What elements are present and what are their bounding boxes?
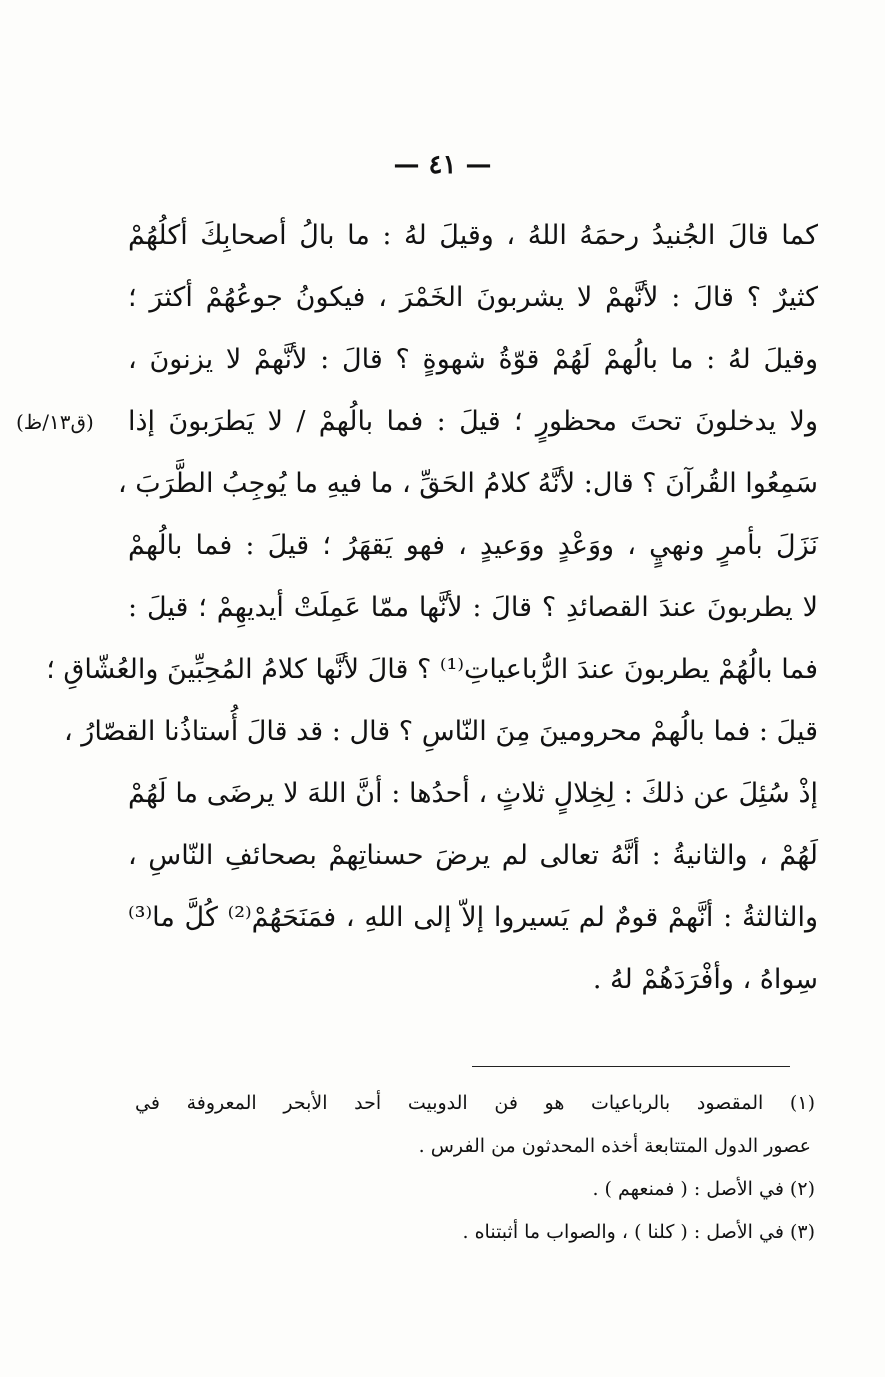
text-line: نَزَلَ بأمرٍ ونهيٍ ، ووَعْدٍ ووَعيدٍ ، فهو يَقهَرُ ؛ قيلَ : فما بالُهمْ [128,530,818,561]
text-line: قيلَ : فما بالُهمْ محرومينَ مِنَ النّاسِ ؟ قال : قد قالَ أُستاذُنا القصّارُ ، [64,716,818,747]
footnote-separator [472,1066,790,1067]
margin-folio-note: (ق١٣/ظ) [16,410,94,434]
text-line: كما قالَ الجُنيدُ رحمَهُ اللهُ ، وقيلَ لهُ : ما بالُ أصحابِكَ أكلُهُمْ [128,220,818,251]
footnote-3: (٣) في الأصل : ( كلنا ) ، والصواب ما أثبتناه . [462,1221,815,1243]
footnote-1: (١) المقصود بالرباعيات هو فن الدوبيت أحد الأبحر المعروفة في [135,1092,815,1114]
text-line: إذْ سُئِلَ عن ذلكَ : لِخِلالٍ ثلاثٍ ، أحدُها : أنَّ اللهَ لا يرضَى ما لَهُمْ [128,778,818,809]
text-line: وقيلَ لهُ : ما بالُهمْ لَهُمْ قوّةُ شهوةٍ ؟ قالَ : لأنَّهمْ لا يزنونَ ، [128,344,818,375]
text-line: والثالثةُ : أنَّهمْ قومٌ لم يَسيروا إلاّ إلى اللهِ ، فمَنَحَهُمْ⁽²⁾ كُلَّ ما⁽³⁾ [128,902,818,933]
text-line: ولا يدخلونَ تحتَ محظورٍ ؛ قيلَ : فما بالُهمْ / لا يَطرَبونَ إذا [128,406,818,437]
text-line: كثيرٌ ؟ قالَ : لأنَّهمْ لا يشربونَ الخَمْرَ ، فيكونُ جوعُهُمْ أكثرَ ؛ [128,282,818,313]
footnote-1-continued: عصور الدول المتتابعة أخذه المحدثون من الفرس . [418,1135,811,1157]
text-line: سَمِعُوا القُرآنَ ؟ قال: لأنَّهُ كلامُ الحَقِّ ، ما فيهِ ما يُوجِبُ الطَّرَبَ ، [117,468,818,499]
page-number: — ٤١ — [393,150,492,180]
text-line: لَهُمْ ، والثانيةُ : أنَّهُ تعالى لم يرضَ حسناتِهمْ بصحائفِ النّاسِ ، [128,840,818,871]
footnotes-block [135,1082,815,1254]
footnote-2: (٢) في الأصل : ( فمنعهم ) . [592,1178,815,1200]
text-line: سِواهُ ، وأفْرَدَهُمْ لهُ . [592,964,818,995]
text-line: لا يطربونَ عندَ القصائدِ ؟ قالَ : لأنَّها ممّا عَمِلَتْ أيديهِمْ ؛ قيلَ : [128,592,818,623]
text-line: فما بالُهُمْ يطربونَ عندَ الرُّباعياتِ⁽¹⁾ ؟ قالَ لأنَّها كلامُ المُحِبِّينَ والعُشّاقِ ؛ [46,654,818,685]
